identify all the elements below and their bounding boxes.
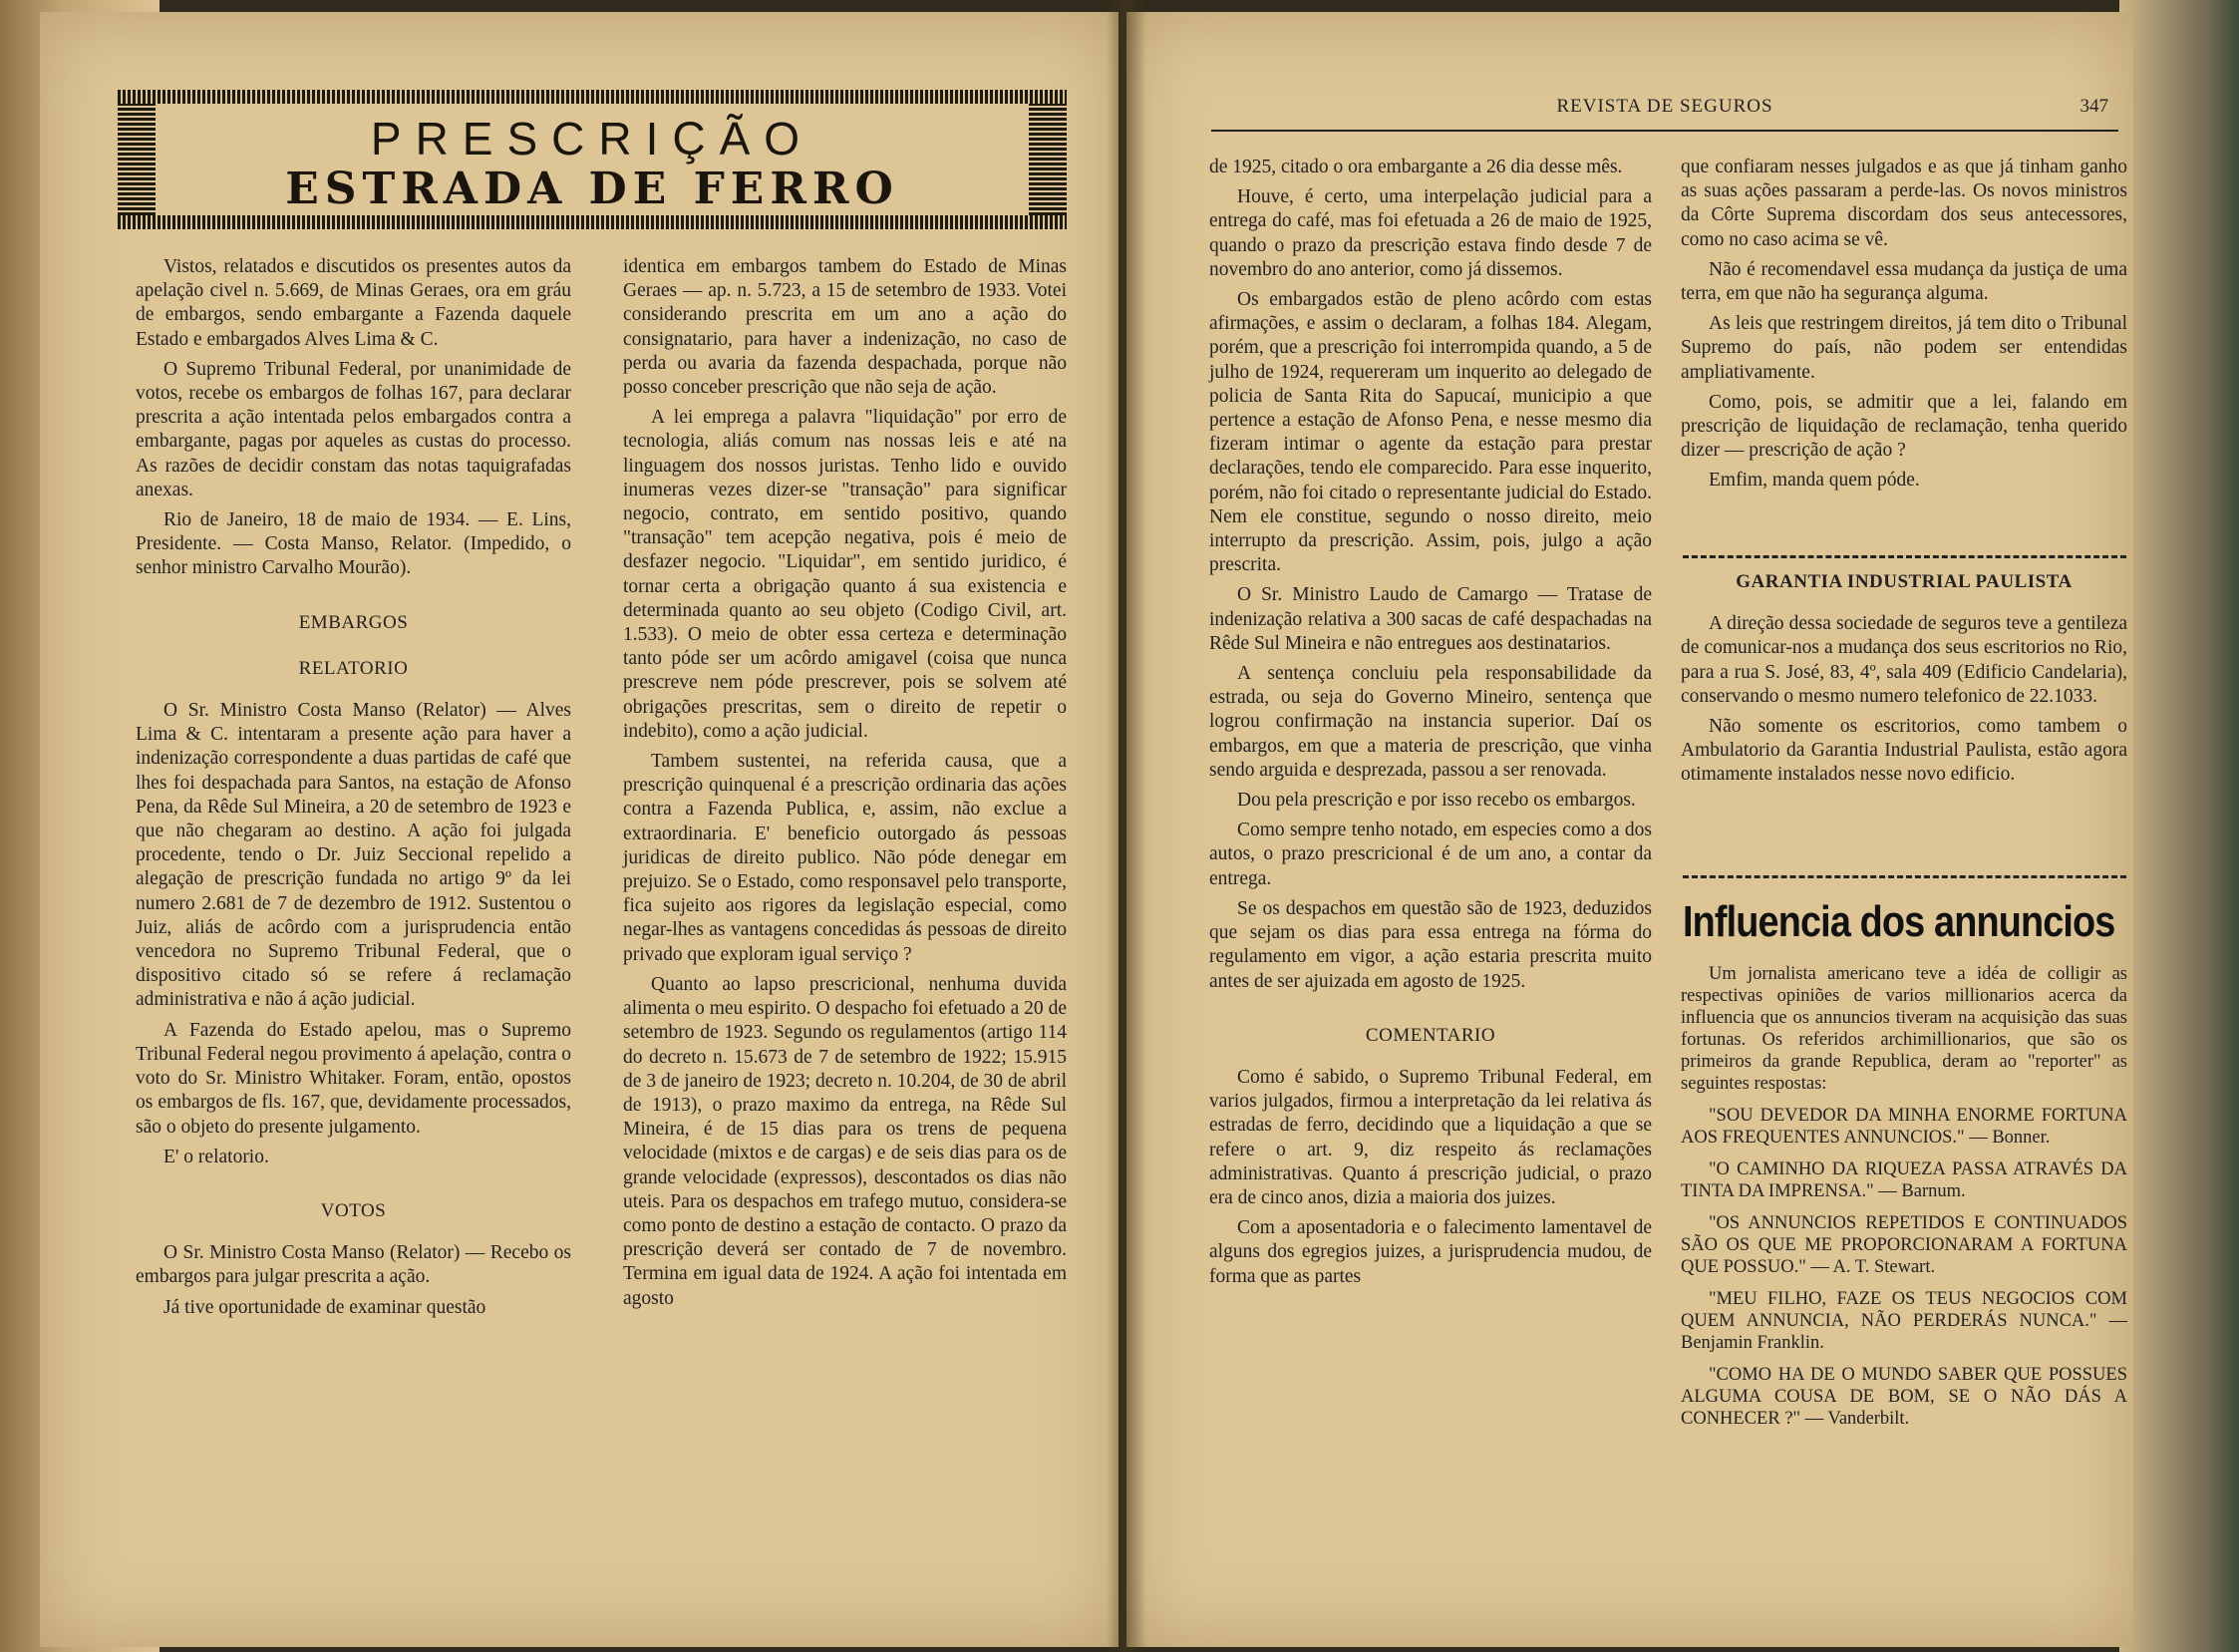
ornament-border-left xyxy=(118,104,156,215)
paragraph: Já tive oportunidade de examinar questão xyxy=(163,1296,486,1318)
ornament-border-right xyxy=(1029,104,1067,215)
paragraph: A sentença concluiu pela responsabilidade da estrada, ou seja do Governo Mineiro, sentença que logrou confirmação na instancia superior. Daí os embargos, em que a materia de prescrição, que vinha sendo arguida e desprezada, passou a ser renovada. xyxy=(1209,663,1652,781)
paragraph: Tambem sustentei, na referida causa, que a prescrição quinquenal é a prescrição ordinaria das ações contra a Fazenda Publica, e, assim, não exclue a extraordinaria. E' beneficio outorgado ás pessoas juridicas de direito publico. Não póde denegar em prejuizo. Se o Estado, como responsavel pelo transporte, fica sujeito aos rigores da legislação especial, como negar-lhes as vantagens concedidas ás pessoas de direito privado que exploram igual serviço ? xyxy=(623,751,1067,965)
heading-votos: VOTOS xyxy=(320,1199,387,1221)
paragraph: A Fazenda do Estado apelou, mas o Supremo Tribunal Federal negou provimento á apelação, contra o voto do Sr. Ministro Whitaker. Foram, então, opostos os embargos de fls. 167, que, devidamente processados, são o objeto do presente julgamento. xyxy=(136,1019,571,1138)
quote: "SOU DEVEDOR DA MINHA ENORME FORTUNA AOS FREQUENTES ANNUNCIOS." — Bonner. xyxy=(1681,1106,2127,1148)
right-column-1 xyxy=(1209,156,1652,1295)
paragraph: Como, pois, se admitir que a lei, falando em prescrição de liquidação de reclamação, tenha querido dizer — prescrição de ação ? xyxy=(1681,391,2127,462)
garantia-section xyxy=(1681,570,2127,794)
paragraph: identica em embargos tambem do Estado de Minas Geraes — ap. n. 5.723, a 15 de setembro de 1933. Votei considerando prescrita em um ano a ação do consignatario, para haver a indenização, no caso de perda ou avaria da fazenda despachada, porque não posso conceber prescrição que não seja de ação. xyxy=(623,256,1067,399)
paragraph: Como sempre tenho notado, em especies como a dos autos, o prazo prescricional é de um ano, a contar da entrega. xyxy=(1209,820,1652,889)
paragraph: E' o relatorio. xyxy=(163,1146,269,1167)
paragraph: O Supremo Tribunal Federal, por unanimidade de votos, recebe os embargos de folhas 167, para declarar prescrita a ação intentada pelos embargados contra a embargante, pagas por aqueles as custas do processo. As razões de decidir constam das notas taquigrafadas anexas. xyxy=(136,358,571,500)
paragraph: Com a aposentadoria e o falecimento lamentavel de alguns dos egregios juizes, a jurisprudencia mudou, de forma que as partes xyxy=(1209,1217,1652,1287)
left-column-2 xyxy=(623,255,1067,1317)
left-column-1 xyxy=(136,255,571,1326)
ornament-border-top xyxy=(118,90,1067,104)
right-column-2 xyxy=(1681,156,2127,499)
ornament-border-bottom xyxy=(118,215,1067,229)
page-number: 347 xyxy=(2079,96,2108,117)
heading-embargos: EMBARGOS xyxy=(298,611,409,633)
paragraph: Um jornalista americano teve a idéa de colligir as respectivas opiniões de varios millionarios acerca da influencia que os annuncios tiveram na acquisição das suas fortunas. Os referidos archimillionarios, que são os primeiros da grande Republica, deram ao "reporter" as seguintes respostas: xyxy=(1681,964,2127,1094)
article-title-box xyxy=(118,90,1067,229)
article-title-line1: PRESCRIÇÃO xyxy=(370,113,814,165)
paragraph: Vistos, relatados e discutidos os presentes autos da apelação civel n. 5.669, de Minas Geraes, ora em gráu de embargos, sendo embargante a Fazenda daquele Estado e embargados Alves Lima & C. xyxy=(136,256,571,350)
paragraph: Como é sabido, o Supremo Tribunal Federal, em varios julgados, firmou a interpretação da lei relativa ás estradas de ferro, decidindo que a liquidação a que se refere o art. 9, diz respeito ás reclamações administrativas. Quanto á prescrição judicial, o prazo era de cinco anos, dizia a maioria dos juizes. xyxy=(1209,1066,1652,1208)
book-gutter xyxy=(1107,0,1146,1652)
quote: "OS ANNUNCIOS REPETIDOS E CONTINUADOS SÃO OS QUE ME PROPORCIONARAM A FORTUNA QUE POSSUO." — A. T. Stewart. xyxy=(1681,1213,2127,1277)
paragraph: As leis que restringem direitos, já tem dito o Tribunal Supremo do país, não podem ser entendidas ampliativamente. xyxy=(1681,313,2127,383)
paragraph: Houve, é certo, uma interpelação judicial para a entrega do café, mas foi efetuada a 26 de maio de 1925, quando o prazo da prescrição estava findo desde 7 de novembro do ano anterior, como já dissemos. xyxy=(1209,186,1652,280)
paragraph: Quanto ao lapso prescricional, nenhuma duvida alimenta o meu espirito. O despacho foi efetuado a 20 de setembro de 1923. Segundo os regulamentos (artigo 114 do decreto n. 15.673 de 7 de setembro de 1922; 15.915 de 3 de janeiro de 1923; decreto n. 10.204, de 30 de abril de 1913), o prazo maximo da entrega, na Rêde Sul Mineira, é de 15 dias para os trens de pequena velocidade (mixtos e de cargas) e de seis dias para os de grande velocidade (expressos), descontados os dias não uteis. Para os despachos em trafego mutuo, considera-se como ponto de destino a estação de contacto. O prazo da prescrição deverá ser contado de 7 de novembro. Termina em igual data de 1924. A ação foi intentada em agosto xyxy=(623,973,1067,1309)
title-inner xyxy=(227,104,957,215)
paragraph: A lei emprega a palavra "liquidação" por erro de tecnologia, aliás comum nas nossas leis e até na linguagem dos nossos juristas. Tenho lido e ouvido inumeras vezes dizer-se "transação" para significar negocio, contrato, em sentido positivo, quando "transação" tem acepção negativa, pois é meio de desfazer negocio. "Liquidar", em sentido juridico, é tornar certa a obrigação quanto á sua existencia e determinada quanto ao seu objeto (Codigo Civil, art. 1.533). O meio de obter essa certeza e determinação tanto póde ser um acôrdo amigavel (coisa que nunca prescreve nem póde prescrever, pois se solvem até obrigações prescritas, sem o direito de repetir o indebito), como a ação judicial. xyxy=(623,407,1067,742)
journal-title: REVISTA DE SEGUROS xyxy=(1556,96,1773,117)
quote: "COMO HA DE O MUNDO SABER QUE POSSUES ALGUMA COUSA DE BOM, SE O NÃO DÁS A CONHECER ?" — Vanderbilt. xyxy=(1681,1365,2127,1429)
paragraph: Os embargados estão de pleno acôrdo com estas afirmações, e assim o declaram, a folhas 184. Alegam, porém, que a prescrição foi interrompida quando, a 5 de julho de 1924, requereram um inquerito ao delegado de policia de Santa Rita do Sapucaí, municipio a que pertence a estação de Afonso Pena, e nesse mesmo dia fizeram intimar o agente da estação para prestar declarações, tendo ele comparecido. Para esse inquerito, porém, não foi citado o representante judicial do Estado. Nem ele constitue, segundo o nosso direito, meio interrupto da prescrição. Assim, pois, julgo a ação prescrita. xyxy=(1209,289,1652,576)
quote: "O CAMINHO DA RIQUEZA PASSA ATRAVÉS DA TINTA DA IMPRENSA." — Barnum. xyxy=(1681,1159,2127,1201)
section-divider xyxy=(1683,555,2126,558)
quote: "MEU FILHO, FAZE OS TEUS NEGOCIOS COM QUEM ANNUNCIA, NÃO PERDERÁS NUNCA." — Benjamin Franklin. xyxy=(1681,1289,2127,1353)
paragraph: Se os despachos em questão são de 1923, deduzidos que sejam os dias para essa entrega na fórma do regulamento em vigor, a ação estaria prescrita muito antes de ser ajuizada em agosto de 1925. xyxy=(1209,897,1652,992)
paragraph: Não é recomendavel essa mudança da justiça de uma terra, em que não ha segurança alguma. xyxy=(1681,258,2127,305)
paragraph: Não somente os escritorios, como tambem o Ambulatorio da Garantia Industrial Paulista, estão agora otimamente instalados nesse novo edificio. xyxy=(1681,716,2127,786)
paragraph: O Sr. Ministro Costa Manso (Relator) — Alves Lima & C. intentaram a presente ação para haver a indenização correspondente a duas partidas de café que lhes foi despachada para Santos, na estação de Afonso Pena, da Rêde Sul Mineira, a 20 de setembro de 1923 e que não chegaram ao destino. A ação foi julgada procedente, tendo o Dr. Juiz Seccional repelido a alegação de prescrição fundada no artigo 9º da lei numero 2.681 de 7 de dezembro de 1912. Sustentou o Juiz, aliás de acôrdo com a jurisprudencia então vencedora no Supremo Tribunal Federal, que o dispositivo citado só se refere á reclamação administrativa e não á ação judicial. xyxy=(136,700,571,1011)
paragraph: Rio de Janeiro, 18 de maio de 1934. — E. Lins, Presidente. — Costa Manso, Relator. (Impedido, o senhor ministro Carvalho Mourão). xyxy=(136,509,571,579)
paragraph: Dou pela prescrição e por isso recebo os embargos. xyxy=(1237,790,1636,812)
paragraph: A direção dessa sociedade de seguros teve a gentileza de comunicar-nos a mudança dos seus escritorios no Rio, para a rua S. José, 83, 4º, sala 409 (Edificio Candelaria), conservando o mesmo numero telefonico de 22.1033. xyxy=(1681,613,2127,707)
running-header xyxy=(1211,96,2118,136)
section-divider xyxy=(1683,875,2126,878)
heading-influencia: Influencia dos annuncios xyxy=(1683,897,2115,946)
paragraph: O Sr. Ministro Laudo de Camargo — Tratase de indenização relativa a 300 sacas de café despachadas na Rêde Sul Mineira e não entregues aos destinatarios. xyxy=(1209,584,1652,654)
header-rule xyxy=(1211,130,2118,132)
heading-comentario: COMENTARIO xyxy=(1365,1024,1496,1046)
paragraph: O Sr. Ministro Costa Manso (Relator) — Recebo os embargos para julgar prescrita a ação. xyxy=(136,1242,571,1288)
right-page-edges xyxy=(2119,0,2239,1652)
paragraph: que confiaram nesses julgados e as que já tinham ganho as suas ações passaram a perde-las. Os novos ministros da Côrte Suprema discordam dos seus antecessores, como no caso acima se vê. xyxy=(1681,157,2127,250)
paragraph: Emfim, manda quem póde. xyxy=(1709,470,1920,492)
influencia-section xyxy=(1681,963,2127,1436)
heading-garantia: GARANTIA INDUSTRIAL PAULISTA xyxy=(1736,571,2073,592)
article-title-line2: ESTRADA DE FERRO xyxy=(285,164,899,214)
paragraph: de 1925, citado o ora embargante a 26 dia desse mês. xyxy=(1209,157,1623,177)
heading-relatorio: RELATORIO xyxy=(298,657,409,679)
